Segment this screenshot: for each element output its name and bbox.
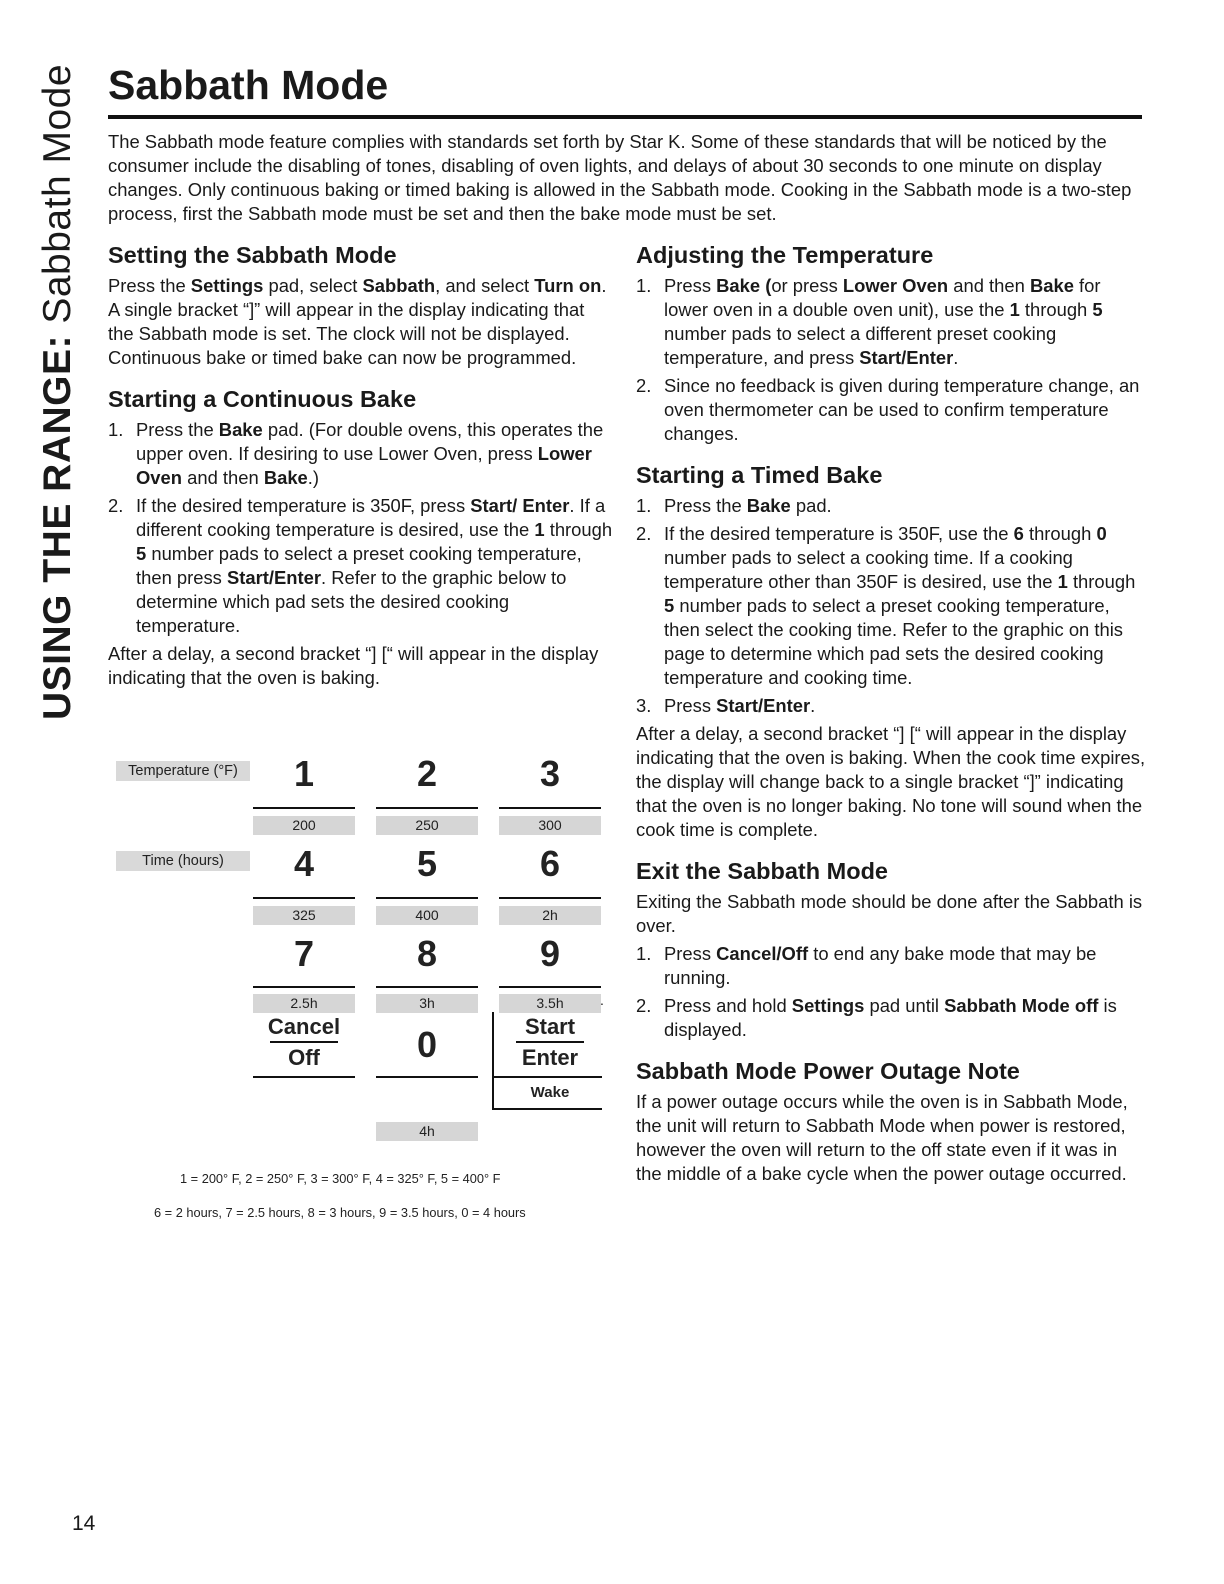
key-2: 2 <box>416 753 438 794</box>
temperature-legend: 1 = 200° F, 2 = 250° F, 3 = 300° F, 4 = 325° F, 5 = 400° F <box>180 1171 501 1186</box>
key-1: 1 <box>293 753 315 794</box>
timed-after: After a delay, a second bracket “] [“ will appear in the display indicating that the oven is baking. When the cook time expires, the display will change back to a single bracket “]” indicating that the oven is no longer baking. No tone will sound when the cook time is complete. <box>636 723 1146 840</box>
key-4-rule <box>253 897 355 899</box>
key-5: 5 <box>416 843 438 884</box>
key-9-value: 3.5h <box>499 994 601 1013</box>
exit-intro: Exiting the Sabbath mode should be done after the Sabbath is over. <box>636 891 1143 936</box>
key-3-rule <box>499 807 601 809</box>
key-8: 8 <box>416 933 438 974</box>
key-3: 3 <box>539 753 561 794</box>
adjust-heading: Adjusting the Temperature <box>636 242 934 268</box>
wake-rule <box>492 1108 602 1110</box>
off-key-label: Off <box>288 1045 320 1070</box>
adjust-steps <box>636 274 1146 446</box>
key-2-rule <box>376 807 478 809</box>
outage-heading: Sabbath Mode Power Outage Note <box>636 1058 1020 1084</box>
continuous-step-1: 1. Press the Bake pad. (For double ovens, this operates the upper oven. If desiring to use Lower Oven, press Lower Oven and then Bake.) <box>108 419 604 488</box>
side-section-tab <box>36 60 80 720</box>
key-3-value: 300 <box>499 816 601 835</box>
time-axis-label: Time (hours) <box>116 851 250 871</box>
key-1-rule <box>253 807 355 809</box>
key-2-value: 250 <box>376 816 478 835</box>
cancel-divider <box>270 1041 338 1043</box>
key-6-rule <box>499 897 601 899</box>
left-column <box>108 240 614 690</box>
exit-step-2: 2. Press and hold Settings pad until Sabbath Mode off is displayed. <box>636 995 1117 1040</box>
timed-heading: Starting a Timed Bake <box>636 462 883 488</box>
key-0-rule <box>376 1076 478 1078</box>
timed-step-3: 3. Press Start/Enter. <box>636 695 816 716</box>
continuous-steps <box>108 418 614 638</box>
key-7: 7 <box>293 933 315 974</box>
key-7-rule <box>253 986 355 988</box>
right-column <box>636 240 1146 1186</box>
key-9: 9 <box>539 933 561 974</box>
setting-heading: Setting the Sabbath Mode <box>108 242 397 268</box>
cancel-off-rule <box>253 1076 355 1078</box>
page-title: Sabbath Mode <box>108 62 389 108</box>
cancel-key-label: Cancel <box>267 1014 341 1039</box>
key-7-value: 2.5h <box>253 994 355 1013</box>
keypad-graphic <box>110 740 610 1230</box>
key-6: 6 <box>539 843 561 884</box>
key-8-rule <box>376 986 478 988</box>
intro-paragraph: The Sabbath mode feature complies with standards set forth by Star K. Some of these standards that will be noticed by the consumer include the disabling of tones, disabling of oven lights, and delays of about 30 seconds to one minute on display changes. Only continuous baking or timed baking is allowed in the Sabbath mode. Cooking in the Sabbath mode is a two-step process, first the Sabbath mode must be set and then the bake mode must be set. <box>108 131 1132 224</box>
key-1-value: 200 <box>253 816 355 835</box>
start-divider <box>516 1041 584 1043</box>
side-tab-topic: Sabbath Mode <box>36 63 79 335</box>
time-legend: 6 = 2 hours, 7 = 2.5 hours, 8 = 3 hours, 9 = 3.5 hours, 0 = 4 hours <box>154 1205 526 1220</box>
outage-paragraph: If a power outage occurs while the oven is in Sabbath Mode, the unit will return to Sabbath Mode when power is restored, however the oven will return to the off state even if it was in the middle of a bake cycle when the power outage occurred. <box>636 1091 1128 1184</box>
side-tab-section: USING THE RANGE: <box>36 334 79 720</box>
wake-key-label: Wake <box>530 1084 570 1101</box>
page-number: 14 <box>72 1512 96 1535</box>
continuous-step-2: 2. If the desired temperature is 350F, press Start/ Enter. If a different cooking temperature is desired, use the 1 through 5 number pads to select a preset cooking temperature, then press Start/Enter. Refer to the graphic below to determine which pad sets the desired cooking temperature. <box>108 495 613 636</box>
setting-paragraph: Press the Settings pad, select Sabbath, and select Turn on. A single bracket “]” will appear in the display indicating that the Sabbath mode is set. The clock will not be displayed. Continuous bake or timed bake can now be programmed. <box>108 275 607 368</box>
timed-steps <box>636 494 1146 718</box>
stray-dot: . <box>600 992 604 1008</box>
key-5-rule <box>376 897 478 899</box>
key-4: 4 <box>293 843 315 884</box>
start-key-divider <box>492 1012 494 1110</box>
key-4-value: 325 <box>253 906 355 925</box>
key-5-value: 400 <box>376 906 478 925</box>
exit-heading: Exit the Sabbath Mode <box>636 858 888 884</box>
continuous-after: After a delay, a second bracket “] [“ will appear in the display indicating that the oven is baking. <box>108 643 599 688</box>
title-rule <box>108 115 1142 119</box>
timed-step-1: 1. Press the Bake pad. <box>636 495 832 516</box>
key-0-value: 4h <box>376 1122 478 1141</box>
adjust-step-2: 2. Since no feedback is given during temperature change, an oven thermometer can be used to confirm temperature changes. <box>636 375 1140 444</box>
key-8-value: 3h <box>376 994 478 1013</box>
exit-step-1: 1. Press Cancel/Off to end any bake mode that may be running. <box>636 943 1097 988</box>
key-0: 0 <box>416 1024 438 1065</box>
key-6-value: 2h <box>499 906 601 925</box>
enter-key-label: Enter <box>521 1045 579 1070</box>
adjust-step-1: 1. Press Bake (or press Lower Oven and then Bake for lower oven in a double oven unit), use the 1 through 5 number pads to select a different preset cooking temperature, and press Start/Enter. <box>636 275 1103 368</box>
start-enter-rule <box>492 1076 602 1078</box>
key-9-rule <box>499 986 601 988</box>
temperature-axis-label: Temperature (°F) <box>116 761 250 781</box>
continuous-heading: Starting a Continuous Bake <box>108 386 417 412</box>
exit-steps <box>636 942 1146 1042</box>
timed-step-2: 2. If the desired temperature is 350F, use the 6 through 0 number pads to select a cooking time. If a cooking temperature other than 350F is desired, use the 1 through 5 number pads to select a preset cooking temperature, then select the cooking time. Refer to the graphic on this page to determine which pad sets the desired cooking temperature and cooking time. <box>636 523 1136 688</box>
start-key-label: Start <box>524 1014 576 1039</box>
